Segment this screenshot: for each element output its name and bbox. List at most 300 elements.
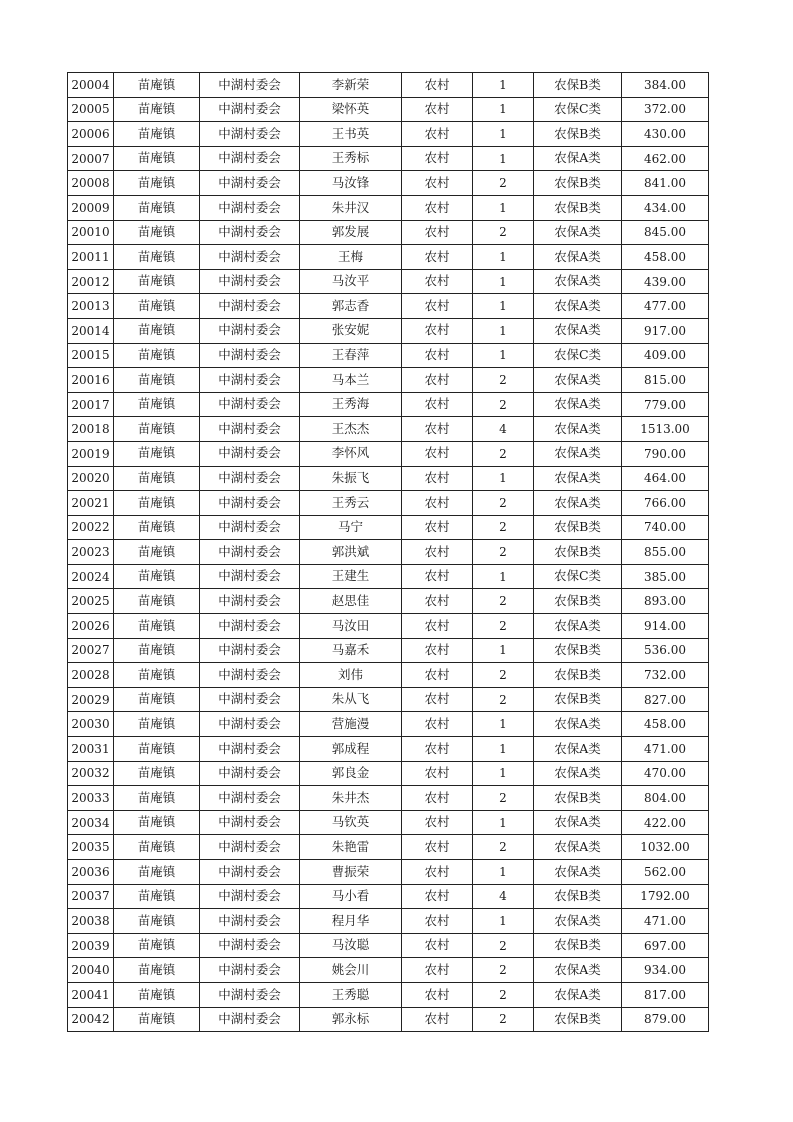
insurance-category-cell: 农保B类	[534, 515, 622, 540]
household-type-cell: 农村	[402, 687, 473, 712]
village-committee-cell: 中湖村委会	[200, 860, 300, 885]
table-row	[68, 122, 709, 147]
insurance-category-cell: 农保A类	[534, 245, 622, 270]
town-cell: 苗庵镇	[114, 294, 200, 319]
member-count-cell: 1	[473, 638, 534, 663]
household-type-cell: 农村	[402, 663, 473, 688]
insurance-category-cell: 农保B类	[534, 933, 622, 958]
household-type-cell: 农村	[402, 269, 473, 294]
village-committee-cell: 中湖村委会	[200, 146, 300, 171]
record-id-cell: 20007	[68, 146, 114, 171]
table-row	[68, 712, 709, 737]
town-cell: 苗庵镇	[114, 417, 200, 442]
person-name-cell: 王秀标	[300, 146, 402, 171]
amount-cell: 372.00	[622, 97, 709, 122]
amount-cell: 458.00	[622, 712, 709, 737]
table-row	[68, 171, 709, 196]
town-cell: 苗庵镇	[114, 441, 200, 466]
household-type-cell: 农村	[402, 146, 473, 171]
table-row	[68, 392, 709, 417]
person-name-cell: 李怀风	[300, 441, 402, 466]
amount-cell: 464.00	[622, 466, 709, 491]
table-row	[68, 146, 709, 171]
person-name-cell: 梁怀英	[300, 97, 402, 122]
village-committee-cell: 中湖村委会	[200, 909, 300, 934]
town-cell: 苗庵镇	[114, 97, 200, 122]
amount-cell: 779.00	[622, 392, 709, 417]
village-committee-cell: 中湖村委会	[200, 589, 300, 614]
insurance-category-cell: 农保B类	[534, 687, 622, 712]
amount-cell: 471.00	[622, 909, 709, 934]
record-id-cell: 20042	[68, 1007, 114, 1032]
record-id-cell: 20038	[68, 909, 114, 934]
household-type-cell: 农村	[402, 933, 473, 958]
insurance-category-cell: 农保A类	[534, 737, 622, 762]
amount-cell: 766.00	[622, 491, 709, 516]
amount-cell: 697.00	[622, 933, 709, 958]
village-committee-cell: 中湖村委会	[200, 564, 300, 589]
table-row	[68, 368, 709, 393]
village-committee-cell: 中湖村委会	[200, 318, 300, 343]
amount-cell: 855.00	[622, 540, 709, 565]
village-committee-cell: 中湖村委会	[200, 441, 300, 466]
town-cell: 苗庵镇	[114, 220, 200, 245]
village-committee-cell: 中湖村委会	[200, 343, 300, 368]
insurance-category-cell: 农保A类	[534, 958, 622, 983]
village-committee-cell: 中湖村委会	[200, 73, 300, 98]
member-count-cell: 1	[473, 860, 534, 885]
household-type-cell: 农村	[402, 417, 473, 442]
member-count-cell: 1	[473, 343, 534, 368]
member-count-cell: 2	[473, 663, 534, 688]
household-type-cell: 农村	[402, 835, 473, 860]
insurance-category-cell: 农保B类	[534, 73, 622, 98]
record-id-cell: 20037	[68, 884, 114, 909]
table-row	[68, 540, 709, 565]
town-cell: 苗庵镇	[114, 860, 200, 885]
town-cell: 苗庵镇	[114, 269, 200, 294]
table-row	[68, 564, 709, 589]
member-count-cell: 2	[473, 687, 534, 712]
table-row	[68, 958, 709, 983]
town-cell: 苗庵镇	[114, 933, 200, 958]
person-name-cell: 王秀聪	[300, 982, 402, 1007]
household-type-cell: 农村	[402, 761, 473, 786]
table-row	[68, 294, 709, 319]
insurance-category-cell: 农保A类	[534, 318, 622, 343]
town-cell: 苗庵镇	[114, 368, 200, 393]
town-cell: 苗庵镇	[114, 909, 200, 934]
person-name-cell: 郭发展	[300, 220, 402, 245]
amount-cell: 462.00	[622, 146, 709, 171]
village-committee-cell: 中湖村委会	[200, 294, 300, 319]
amount-cell: 409.00	[622, 343, 709, 368]
town-cell: 苗庵镇	[114, 540, 200, 565]
member-count-cell: 1	[473, 146, 534, 171]
member-count-cell: 1	[473, 294, 534, 319]
household-type-cell: 农村	[402, 392, 473, 417]
insurance-category-cell: 农保A类	[534, 269, 622, 294]
amount-cell: 471.00	[622, 737, 709, 762]
member-count-cell: 2	[473, 540, 534, 565]
household-type-cell: 农村	[402, 860, 473, 885]
household-type-cell: 农村	[402, 97, 473, 122]
member-count-cell: 1	[473, 761, 534, 786]
record-id-cell: 20032	[68, 761, 114, 786]
beneficiary-table	[67, 72, 709, 1032]
household-type-cell: 农村	[402, 122, 473, 147]
village-committee-cell: 中湖村委会	[200, 786, 300, 811]
insurance-category-cell: 农保A类	[534, 761, 622, 786]
town-cell: 苗庵镇	[114, 687, 200, 712]
record-id-cell: 20025	[68, 589, 114, 614]
town-cell: 苗庵镇	[114, 589, 200, 614]
member-count-cell: 2	[473, 515, 534, 540]
insurance-category-cell: 农保A类	[534, 491, 622, 516]
insurance-category-cell: 农保C类	[534, 97, 622, 122]
insurance-category-cell: 农保B类	[534, 638, 622, 663]
member-count-cell: 2	[473, 614, 534, 639]
record-id-cell: 20012	[68, 269, 114, 294]
table-row	[68, 737, 709, 762]
insurance-category-cell: 农保A类	[534, 712, 622, 737]
record-id-cell: 20040	[68, 958, 114, 983]
person-name-cell: 朱振飞	[300, 466, 402, 491]
person-name-cell: 王春萍	[300, 343, 402, 368]
member-count-cell: 1	[473, 97, 534, 122]
table-row	[68, 786, 709, 811]
household-type-cell: 农村	[402, 614, 473, 639]
household-type-cell: 农村	[402, 491, 473, 516]
household-type-cell: 农村	[402, 958, 473, 983]
town-cell: 苗庵镇	[114, 663, 200, 688]
amount-cell: 1032.00	[622, 835, 709, 860]
person-name-cell: 王梅	[300, 245, 402, 270]
table-row	[68, 589, 709, 614]
record-id-cell: 20010	[68, 220, 114, 245]
table-row	[68, 73, 709, 98]
household-type-cell: 农村	[402, 712, 473, 737]
member-count-cell: 1	[473, 73, 534, 98]
member-count-cell: 1	[473, 269, 534, 294]
village-committee-cell: 中湖村委会	[200, 982, 300, 1007]
village-committee-cell: 中湖村委会	[200, 638, 300, 663]
amount-cell: 439.00	[622, 269, 709, 294]
table-row	[68, 318, 709, 343]
amount-cell: 879.00	[622, 1007, 709, 1032]
amount-cell: 1792.00	[622, 884, 709, 909]
amount-cell: 384.00	[622, 73, 709, 98]
person-name-cell: 王秀海	[300, 392, 402, 417]
household-type-cell: 农村	[402, 220, 473, 245]
amount-cell: 740.00	[622, 515, 709, 540]
village-committee-cell: 中湖村委会	[200, 884, 300, 909]
household-type-cell: 农村	[402, 343, 473, 368]
amount-cell: 536.00	[622, 638, 709, 663]
town-cell: 苗庵镇	[114, 982, 200, 1007]
record-id-cell: 20024	[68, 564, 114, 589]
person-name-cell: 马汝聪	[300, 933, 402, 958]
person-name-cell: 赵思佳	[300, 589, 402, 614]
village-committee-cell: 中湖村委会	[200, 195, 300, 220]
town-cell: 苗庵镇	[114, 810, 200, 835]
member-count-cell: 1	[473, 318, 534, 343]
village-committee-cell: 中湖村委会	[200, 122, 300, 147]
village-committee-cell: 中湖村委会	[200, 835, 300, 860]
member-count-cell: 2	[473, 958, 534, 983]
table-row	[68, 933, 709, 958]
household-type-cell: 农村	[402, 171, 473, 196]
person-name-cell: 李新荣	[300, 73, 402, 98]
amount-cell: 893.00	[622, 589, 709, 614]
village-committee-cell: 中湖村委会	[200, 1007, 300, 1032]
insurance-category-cell: 农保A类	[534, 466, 622, 491]
member-count-cell: 1	[473, 909, 534, 934]
village-committee-cell: 中湖村委会	[200, 687, 300, 712]
amount-cell: 434.00	[622, 195, 709, 220]
town-cell: 苗庵镇	[114, 835, 200, 860]
insurance-category-cell: 农保B类	[534, 540, 622, 565]
table-row	[68, 491, 709, 516]
person-name-cell: 马钦英	[300, 810, 402, 835]
amount-cell: 827.00	[622, 687, 709, 712]
town-cell: 苗庵镇	[114, 786, 200, 811]
village-committee-cell: 中湖村委会	[200, 392, 300, 417]
person-name-cell: 郭成程	[300, 737, 402, 762]
insurance-category-cell: 农保A类	[534, 835, 622, 860]
person-name-cell: 马本兰	[300, 368, 402, 393]
amount-cell: 732.00	[622, 663, 709, 688]
person-name-cell: 马嘉禾	[300, 638, 402, 663]
table-row	[68, 982, 709, 1007]
village-committee-cell: 中湖村委会	[200, 663, 300, 688]
person-name-cell: 朱井杰	[300, 786, 402, 811]
person-name-cell: 朱艳雷	[300, 835, 402, 860]
amount-cell: 804.00	[622, 786, 709, 811]
town-cell: 苗庵镇	[114, 195, 200, 220]
record-id-cell: 20013	[68, 294, 114, 319]
record-id-cell: 20015	[68, 343, 114, 368]
table-row	[68, 343, 709, 368]
member-count-cell: 1	[473, 564, 534, 589]
village-committee-cell: 中湖村委会	[200, 245, 300, 270]
record-id-cell: 20022	[68, 515, 114, 540]
village-committee-cell: 中湖村委会	[200, 614, 300, 639]
person-name-cell: 郭洪斌	[300, 540, 402, 565]
village-committee-cell: 中湖村委会	[200, 220, 300, 245]
household-type-cell: 农村	[402, 466, 473, 491]
insurance-category-cell: 农保A类	[534, 614, 622, 639]
amount-cell: 470.00	[622, 761, 709, 786]
amount-cell: 817.00	[622, 982, 709, 1007]
person-name-cell: 朱从飞	[300, 687, 402, 712]
town-cell: 苗庵镇	[114, 761, 200, 786]
household-type-cell: 农村	[402, 810, 473, 835]
table-row	[68, 614, 709, 639]
table-row	[68, 269, 709, 294]
town-cell: 苗庵镇	[114, 515, 200, 540]
member-count-cell: 1	[473, 810, 534, 835]
record-id-cell: 20039	[68, 933, 114, 958]
village-committee-cell: 中湖村委会	[200, 761, 300, 786]
table-row	[68, 835, 709, 860]
person-name-cell: 马汝锋	[300, 171, 402, 196]
record-id-cell: 20016	[68, 368, 114, 393]
town-cell: 苗庵镇	[114, 712, 200, 737]
insurance-category-cell: 农保B类	[534, 171, 622, 196]
town-cell: 苗庵镇	[114, 392, 200, 417]
amount-cell: 917.00	[622, 318, 709, 343]
household-type-cell: 农村	[402, 564, 473, 589]
member-count-cell: 2	[473, 982, 534, 1007]
amount-cell: 477.00	[622, 294, 709, 319]
village-committee-cell: 中湖村委会	[200, 269, 300, 294]
record-id-cell: 20031	[68, 737, 114, 762]
amount-cell: 934.00	[622, 958, 709, 983]
household-type-cell: 农村	[402, 73, 473, 98]
amount-cell: 790.00	[622, 441, 709, 466]
member-count-cell: 2	[473, 171, 534, 196]
record-id-cell: 20034	[68, 810, 114, 835]
village-committee-cell: 中湖村委会	[200, 810, 300, 835]
record-id-cell: 20014	[68, 318, 114, 343]
person-name-cell: 王建生	[300, 564, 402, 589]
amount-cell: 562.00	[622, 860, 709, 885]
member-count-cell: 1	[473, 122, 534, 147]
household-type-cell: 农村	[402, 368, 473, 393]
town-cell: 苗庵镇	[114, 884, 200, 909]
table-row	[68, 638, 709, 663]
person-name-cell: 马汝平	[300, 269, 402, 294]
member-count-cell: 1	[473, 737, 534, 762]
table-row	[68, 97, 709, 122]
person-name-cell: 郭良金	[300, 761, 402, 786]
village-committee-cell: 中湖村委会	[200, 515, 300, 540]
member-count-cell: 2	[473, 933, 534, 958]
amount-cell: 430.00	[622, 122, 709, 147]
town-cell: 苗庵镇	[114, 466, 200, 491]
record-id-cell: 20028	[68, 663, 114, 688]
record-id-cell: 20029	[68, 687, 114, 712]
person-name-cell: 郭永标	[300, 1007, 402, 1032]
insurance-category-cell: 农保A类	[534, 294, 622, 319]
table-row	[68, 195, 709, 220]
insurance-category-cell: 农保B类	[534, 786, 622, 811]
record-id-cell: 20011	[68, 245, 114, 270]
member-count-cell: 4	[473, 417, 534, 442]
person-name-cell: 营施漫	[300, 712, 402, 737]
village-committee-cell: 中湖村委会	[200, 417, 300, 442]
town-cell: 苗庵镇	[114, 146, 200, 171]
village-committee-cell: 中湖村委会	[200, 171, 300, 196]
person-name-cell: 马汝田	[300, 614, 402, 639]
record-id-cell: 20035	[68, 835, 114, 860]
town-cell: 苗庵镇	[114, 564, 200, 589]
person-name-cell: 王书英	[300, 122, 402, 147]
member-count-cell: 1	[473, 466, 534, 491]
record-id-cell: 20019	[68, 441, 114, 466]
record-id-cell: 20036	[68, 860, 114, 885]
insurance-category-cell: 农保C类	[534, 564, 622, 589]
insurance-category-cell: 农保B类	[534, 663, 622, 688]
record-id-cell: 20026	[68, 614, 114, 639]
household-type-cell: 农村	[402, 909, 473, 934]
table-row	[68, 441, 709, 466]
amount-cell: 815.00	[622, 368, 709, 393]
town-cell: 苗庵镇	[114, 614, 200, 639]
town-cell: 苗庵镇	[114, 491, 200, 516]
person-name-cell: 朱井汉	[300, 195, 402, 220]
person-name-cell: 王秀云	[300, 491, 402, 516]
member-count-cell: 2	[473, 786, 534, 811]
insurance-category-cell: 农保A类	[534, 146, 622, 171]
record-id-cell: 20041	[68, 982, 114, 1007]
member-count-cell: 2	[473, 835, 534, 860]
member-count-cell: 4	[473, 884, 534, 909]
village-committee-cell: 中湖村委会	[200, 933, 300, 958]
person-name-cell: 马小看	[300, 884, 402, 909]
member-count-cell: 2	[473, 441, 534, 466]
insurance-category-cell: 农保A类	[534, 982, 622, 1007]
record-id-cell: 20023	[68, 540, 114, 565]
record-id-cell: 20009	[68, 195, 114, 220]
table-row	[68, 466, 709, 491]
household-type-cell: 农村	[402, 638, 473, 663]
member-count-cell: 2	[473, 589, 534, 614]
household-type-cell: 农村	[402, 441, 473, 466]
insurance-category-cell: 农保B类	[534, 589, 622, 614]
table-row	[68, 761, 709, 786]
amount-cell: 1513.00	[622, 417, 709, 442]
village-committee-cell: 中湖村委会	[200, 958, 300, 983]
member-count-cell: 2	[473, 368, 534, 393]
amount-cell: 845.00	[622, 220, 709, 245]
table-row	[68, 810, 709, 835]
town-cell: 苗庵镇	[114, 122, 200, 147]
insurance-category-cell: 农保B类	[534, 884, 622, 909]
member-count-cell: 2	[473, 1007, 534, 1032]
insurance-category-cell: 农保B类	[534, 1007, 622, 1032]
village-committee-cell: 中湖村委会	[200, 466, 300, 491]
amount-cell: 914.00	[622, 614, 709, 639]
amount-cell: 841.00	[622, 171, 709, 196]
amount-cell: 458.00	[622, 245, 709, 270]
village-committee-cell: 中湖村委会	[200, 368, 300, 393]
village-committee-cell: 中湖村委会	[200, 491, 300, 516]
table-row	[68, 884, 709, 909]
village-committee-cell: 中湖村委会	[200, 97, 300, 122]
member-count-cell: 2	[473, 392, 534, 417]
household-type-cell: 农村	[402, 982, 473, 1007]
person-name-cell: 刘伟	[300, 663, 402, 688]
member-count-cell: 1	[473, 195, 534, 220]
person-name-cell: 王杰杰	[300, 417, 402, 442]
town-cell: 苗庵镇	[114, 245, 200, 270]
record-id-cell: 20020	[68, 466, 114, 491]
member-count-cell: 1	[473, 712, 534, 737]
amount-cell: 385.00	[622, 564, 709, 589]
person-name-cell: 郭志香	[300, 294, 402, 319]
household-type-cell: 农村	[402, 294, 473, 319]
table-row	[68, 909, 709, 934]
record-id-cell: 20033	[68, 786, 114, 811]
table-row	[68, 1007, 709, 1032]
household-type-cell: 农村	[402, 540, 473, 565]
table-row	[68, 663, 709, 688]
table-body	[68, 73, 709, 1032]
member-count-cell: 2	[473, 491, 534, 516]
town-cell: 苗庵镇	[114, 343, 200, 368]
